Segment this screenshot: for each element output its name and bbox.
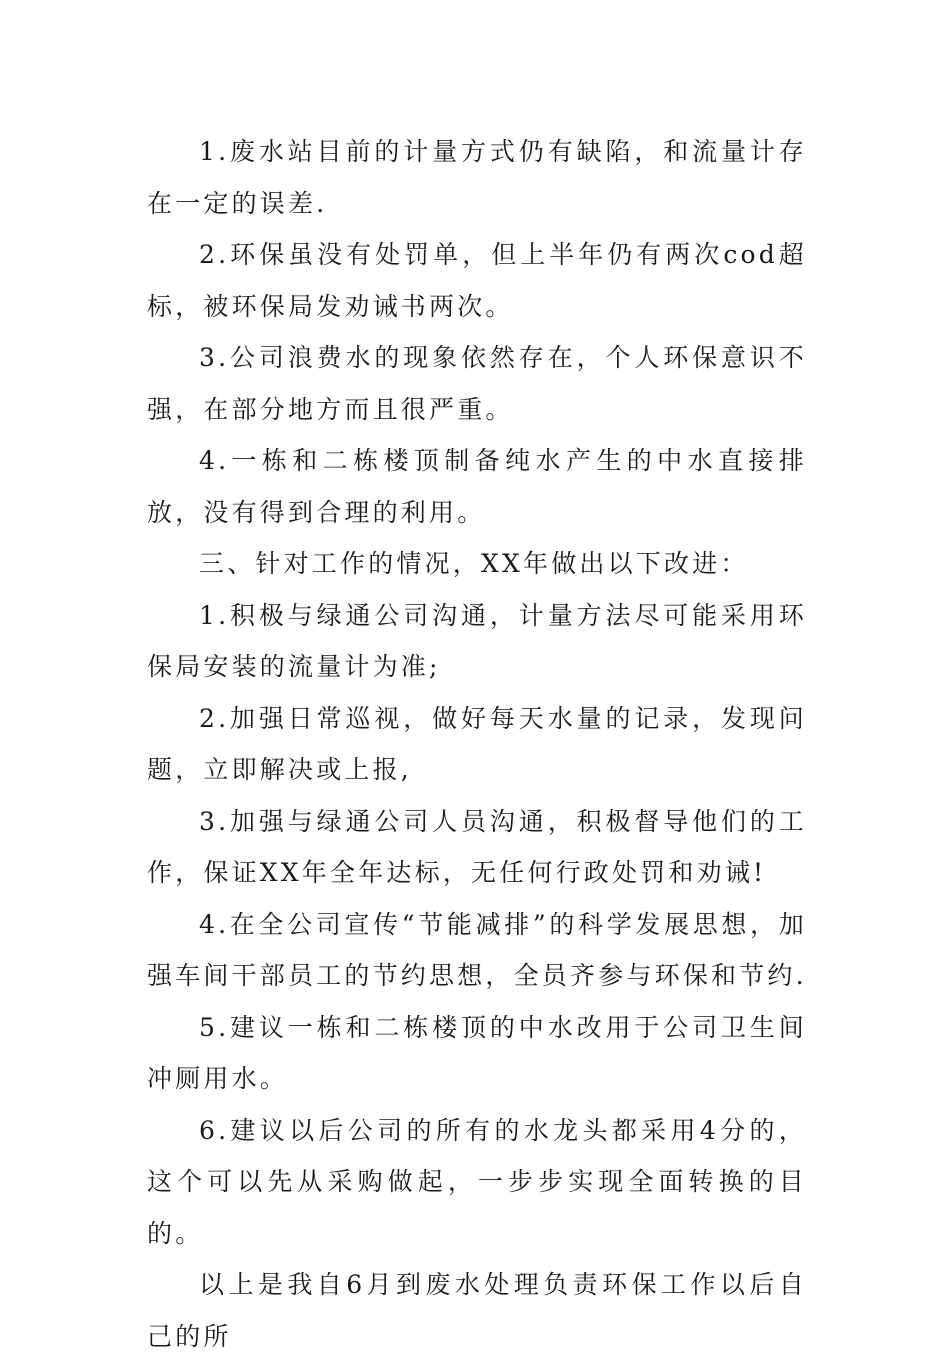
paragraph-improvement-1: 1.积极与绿通公司沟通，计量方法尽可能采用环保局安装的流量计为准; [147, 600, 807, 681]
paragraph-problem-2: 2.环保虽没有处罚单，但上半年仍有两次cod超标，被环保局发劝诫书两次。 [147, 240, 807, 321]
paragraph-conclusion: 以上是我自6月到废水处理负责环保工作以后自己的所 [147, 1270, 807, 1351]
document-body [147, 126, 807, 1362]
section-heading-improvements: 三、针对工作的情况，XX年做出以下改进： [199, 549, 749, 578]
paragraph-improvement-5: 5.建议一栋和二栋楼顶的中水改用于公司卫生间冲厕用水。 [147, 1012, 807, 1093]
paragraph-problem-4: 4.一栋和二栋楼顶制备纯水产生的中水直接排放，没有得到合理的利用。 [147, 446, 807, 527]
paragraph-improvement-4: 4.在全公司宣传“节能减排”的科学发展思想，加强车间干部员工的节约思想，全员齐参与环保和节约. [147, 909, 807, 990]
paragraph-improvement-3: 3.加强与绿通公司人员沟通，积极督导他们的工作，保证XX年全年达标，无任何行政处罚和劝诫! [147, 806, 807, 887]
paragraph-improvement-2: 2.加强日常巡视，做好每天水量的记录，发现问题，立即解决或上报, [147, 703, 807, 784]
paragraph-problem-3: 3.公司浪费水的现象依然存在，个人环保意识不强，在部分地方而且很严重。 [147, 343, 807, 424]
paragraph-problem-1: 1.废水站目前的计量方式仍有缺陷，和流量计存在一定的误差. [147, 137, 807, 218]
paragraph-improvement-6: 6.建议以后公司的所有的水龙头都采用4分的，这个可以先从采购做起，一步步实现全面转换的目的。 [147, 1115, 807, 1248]
